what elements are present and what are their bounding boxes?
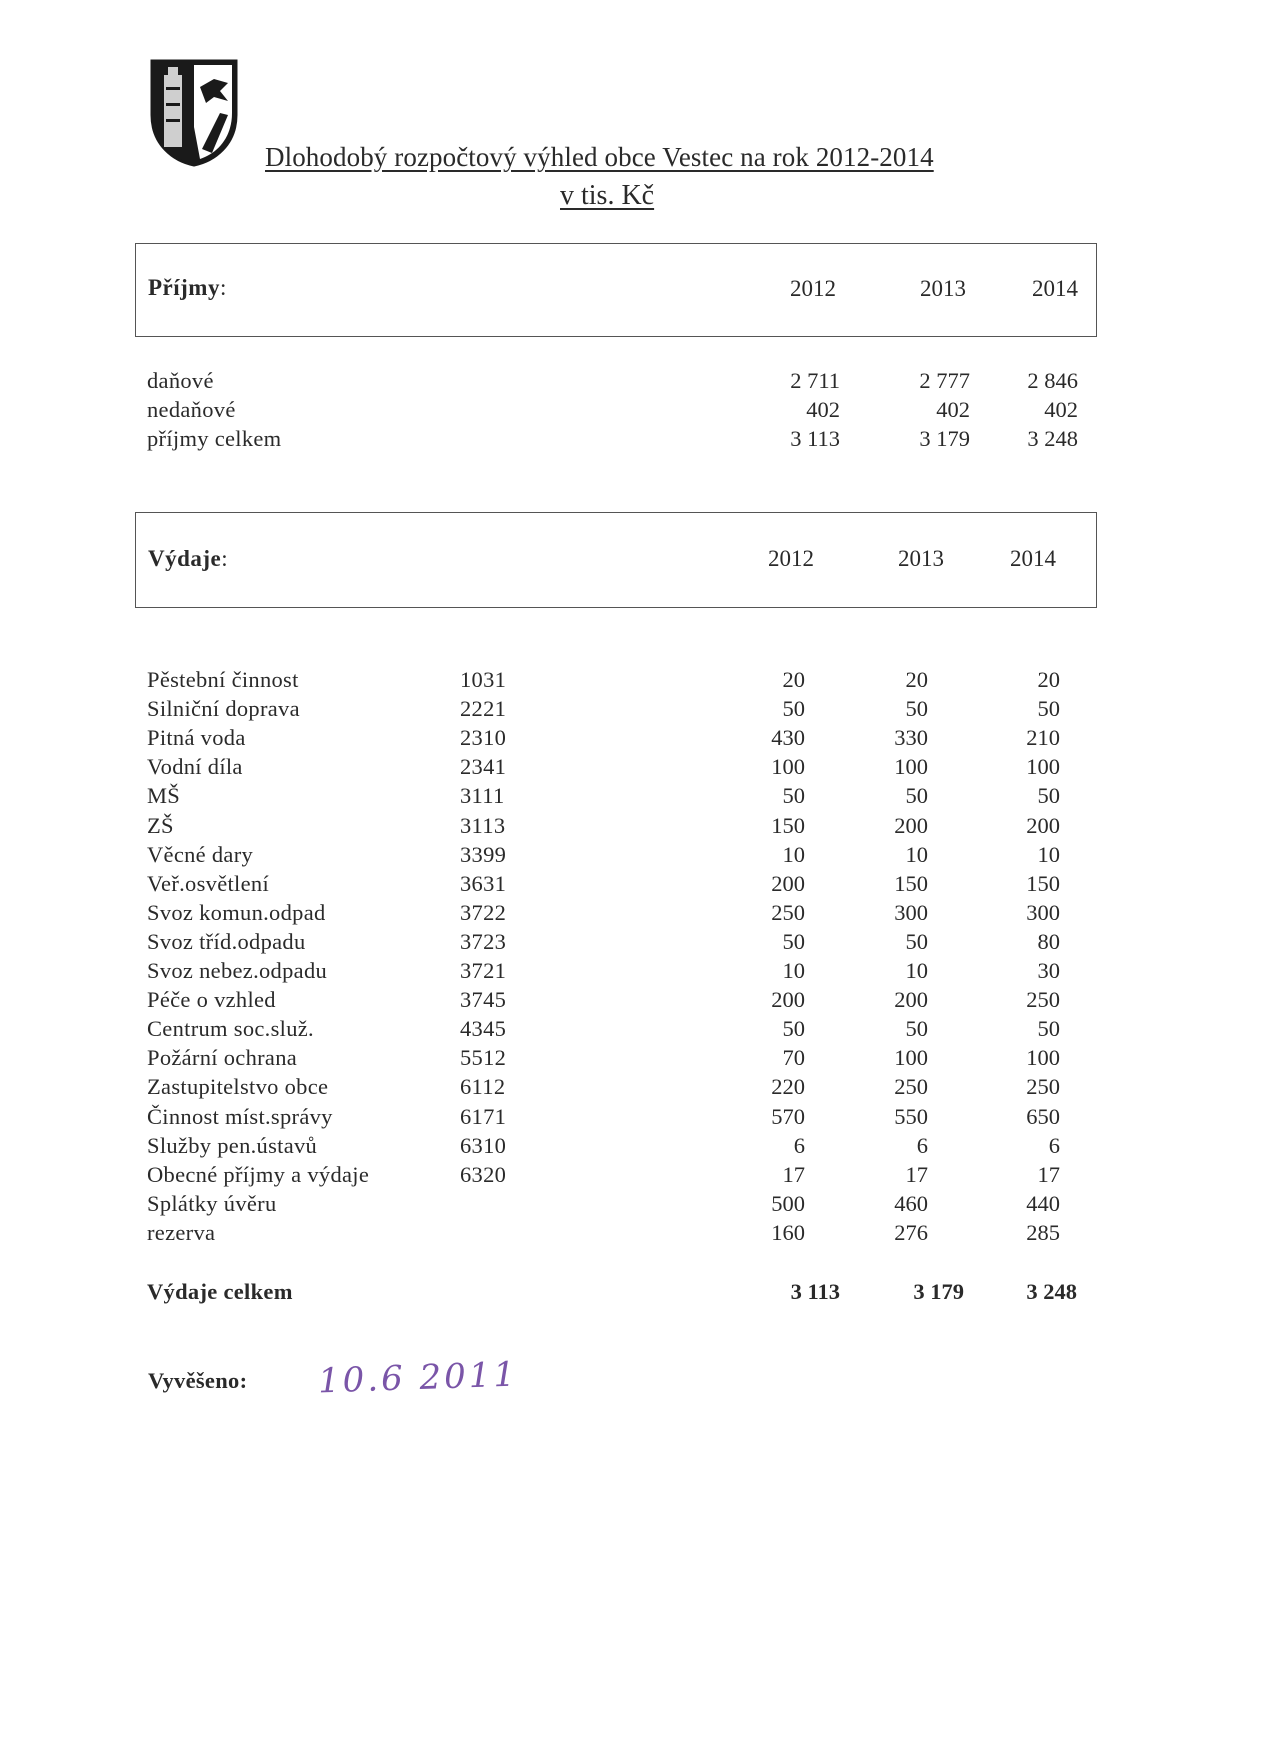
expense-cell: 650 — [1026, 1104, 1060, 1129]
expense-cell: 100 — [771, 754, 805, 779]
expense-cell: 440 — [1026, 1191, 1060, 1216]
expense-row-label: Zastupitelstvo obce — [147, 1074, 329, 1099]
income-heading: Příjmy: — [148, 275, 227, 300]
expense-row-code: 4345 — [460, 1016, 507, 1041]
expense-row-label: Centrum soc.služ. — [147, 1016, 314, 1041]
expense-row-label: Silniční doprava — [147, 696, 300, 721]
expense-cell: 50 — [782, 929, 805, 954]
expense-heading: Výdaje: — [148, 546, 229, 571]
expense-cell: 200 — [894, 813, 928, 838]
expense-total-2014: 3 248 — [1026, 1279, 1077, 1304]
expense-row-code: 3631 — [460, 871, 507, 896]
expense-cell: 70 — [782, 1045, 805, 1070]
expense-cell: 80 — [1037, 929, 1060, 954]
expense-cell: 10 — [905, 842, 928, 867]
expense-row-label: Služby pen.ústavů — [147, 1133, 318, 1158]
expense-year-2013: 2013 — [898, 546, 944, 571]
expense-cell: 550 — [894, 1104, 928, 1129]
expense-row-code: 3111 — [460, 783, 505, 808]
expense-cell: 10 — [1037, 842, 1060, 867]
page-title: Dlohodobý rozpočtový výhled obce Vestec na rok 2012-2014 — [265, 142, 934, 172]
expense-cell: 570 — [771, 1104, 805, 1129]
expense-cell: 250 — [1026, 987, 1060, 1012]
expense-row-label: Svoz komun.odpad — [147, 900, 326, 925]
expense-row-label: Věcné dary — [147, 842, 254, 867]
expense-cell: 17 — [1037, 1162, 1060, 1187]
expense-cell: 17 — [782, 1162, 805, 1187]
expense-cell: 100 — [894, 1045, 928, 1070]
expense-cell: 6 — [916, 1133, 928, 1158]
posted-label: Vyvěšeno: — [148, 1368, 248, 1393]
income-cell: 402 — [806, 397, 840, 422]
expense-row-code: 3745 — [460, 987, 507, 1012]
expense-cell: 250 — [894, 1074, 928, 1099]
expense-row-label: ZŠ — [147, 813, 174, 838]
income-cell: 402 — [1044, 397, 1078, 422]
expense-row-label: Pitná voda — [147, 725, 246, 750]
expense-cell: 250 — [1026, 1074, 1060, 1099]
page-subtitle: v tis. Kč — [560, 180, 655, 211]
expense-row-label: Pěstební činnost — [147, 667, 299, 692]
expense-cell: 6 — [793, 1133, 805, 1158]
expense-row-code: 2310 — [460, 725, 507, 750]
expense-cell: 50 — [1037, 696, 1060, 721]
expense-row-label: rezerva — [147, 1220, 216, 1245]
expense-cell: 330 — [894, 725, 928, 750]
expense-cell: 50 — [905, 783, 928, 808]
expense-cell: 210 — [1026, 725, 1060, 750]
expense-row-code: 2341 — [460, 754, 507, 779]
income-year-2012: 2012 — [790, 276, 836, 301]
income-row-label: nedaňové — [147, 397, 236, 422]
expense-cell: 50 — [782, 696, 805, 721]
expense-cell: 200 — [1026, 813, 1060, 838]
expense-cell: 50 — [905, 1016, 928, 1041]
expense-total-label: Výdaje celkem — [147, 1279, 293, 1304]
expense-header-box — [135, 512, 1097, 608]
expense-cell: 300 — [1026, 900, 1060, 925]
expense-row-code: 1031 — [460, 667, 507, 692]
expense-row-code: 6310 — [460, 1133, 507, 1158]
expense-cell: 50 — [782, 783, 805, 808]
expense-cell: 285 — [1026, 1220, 1060, 1245]
expense-cell: 10 — [905, 958, 928, 983]
income-year-2014: 2014 — [1032, 276, 1078, 301]
expense-cell: 50 — [905, 929, 928, 954]
expense-cell: 460 — [894, 1191, 928, 1216]
expense-row-code: 5512 — [460, 1045, 507, 1070]
expense-row-code: 3399 — [460, 842, 507, 867]
expense-cell: 250 — [771, 900, 805, 925]
expense-row-label: MŠ — [147, 783, 181, 808]
expense-cell: 20 — [782, 667, 805, 692]
expense-cell: 160 — [771, 1220, 805, 1245]
income-cell: 3 179 — [919, 426, 970, 451]
expense-row-code: 6171 — [460, 1104, 507, 1129]
income-row-label: příjmy celkem — [147, 426, 282, 451]
expense-row-label: Požární ochrana — [147, 1045, 298, 1070]
expense-cell: 200 — [894, 987, 928, 1012]
expense-cell: 50 — [1037, 1016, 1060, 1041]
expense-cell: 50 — [905, 696, 928, 721]
expense-row-label: Splátky úvěru — [147, 1191, 277, 1216]
expense-cell: 100 — [894, 754, 928, 779]
expense-cell: 220 — [771, 1074, 805, 1099]
expense-cell: 500 — [771, 1191, 805, 1216]
expense-cell: 50 — [1037, 783, 1060, 808]
expense-row-code: 3113 — [460, 813, 506, 838]
expense-cell: 20 — [1037, 667, 1060, 692]
expense-cell: 10 — [782, 958, 805, 983]
income-year-2013: 2013 — [920, 276, 966, 301]
expense-cell: 150 — [771, 813, 805, 838]
expense-cell: 276 — [894, 1220, 928, 1245]
expense-cell: 200 — [771, 871, 805, 896]
expense-cell: 20 — [905, 667, 928, 692]
income-row-label: daňové — [147, 368, 214, 393]
expense-cell: 150 — [1026, 871, 1060, 896]
expense-cell: 100 — [1026, 1045, 1060, 1070]
expense-cell: 30 — [1037, 958, 1060, 983]
expense-cell: 100 — [1026, 754, 1060, 779]
expense-cell: 300 — [894, 900, 928, 925]
expense-year-2014: 2014 — [1010, 546, 1056, 571]
expense-row-code: 3721 — [460, 958, 507, 983]
expense-cell: 6 — [1048, 1133, 1060, 1158]
handwritten-date: 10.6 2011 — [317, 1354, 519, 1402]
expense-row-code: 2221 — [460, 696, 507, 721]
expense-cell: 10 — [782, 842, 805, 867]
expense-cell: 430 — [771, 725, 805, 750]
income-cell: 2 777 — [919, 368, 970, 393]
income-cell: 3 113 — [790, 426, 840, 451]
income-cell: 2 846 — [1027, 368, 1078, 393]
expense-year-2012: 2012 — [768, 546, 814, 571]
expense-row-label: Svoz tříd.odpadu — [147, 929, 306, 954]
expense-cell: 17 — [905, 1162, 928, 1187]
municipal-crest-icon — [148, 57, 240, 169]
expense-row-label: Svoz nebez.odpadu — [147, 958, 328, 983]
expense-row-label: Veř.osvětlení — [147, 871, 269, 896]
expense-cell: 150 — [894, 871, 928, 896]
expense-cell: 200 — [771, 987, 805, 1012]
income-cell: 402 — [936, 397, 970, 422]
expense-total-2013: 3 179 — [913, 1279, 964, 1304]
income-cell: 3 248 — [1027, 426, 1078, 451]
expense-row-code: 3722 — [460, 900, 507, 925]
expense-total-2012: 3 113 — [790, 1279, 840, 1304]
expense-row-code: 3723 — [460, 929, 507, 954]
expense-row-code: 6320 — [460, 1162, 507, 1187]
expense-row-label: Obecné příjmy a výdaje — [147, 1162, 370, 1187]
income-cell: 2 711 — [790, 368, 840, 393]
expense-cell: 50 — [782, 1016, 805, 1041]
expense-row-label: Vodní díla — [147, 754, 243, 779]
expense-row-label: Péče o vzhled — [147, 987, 276, 1012]
expense-row-label: Činnost míst.správy — [147, 1104, 333, 1129]
expense-row-code: 6112 — [460, 1074, 506, 1099]
